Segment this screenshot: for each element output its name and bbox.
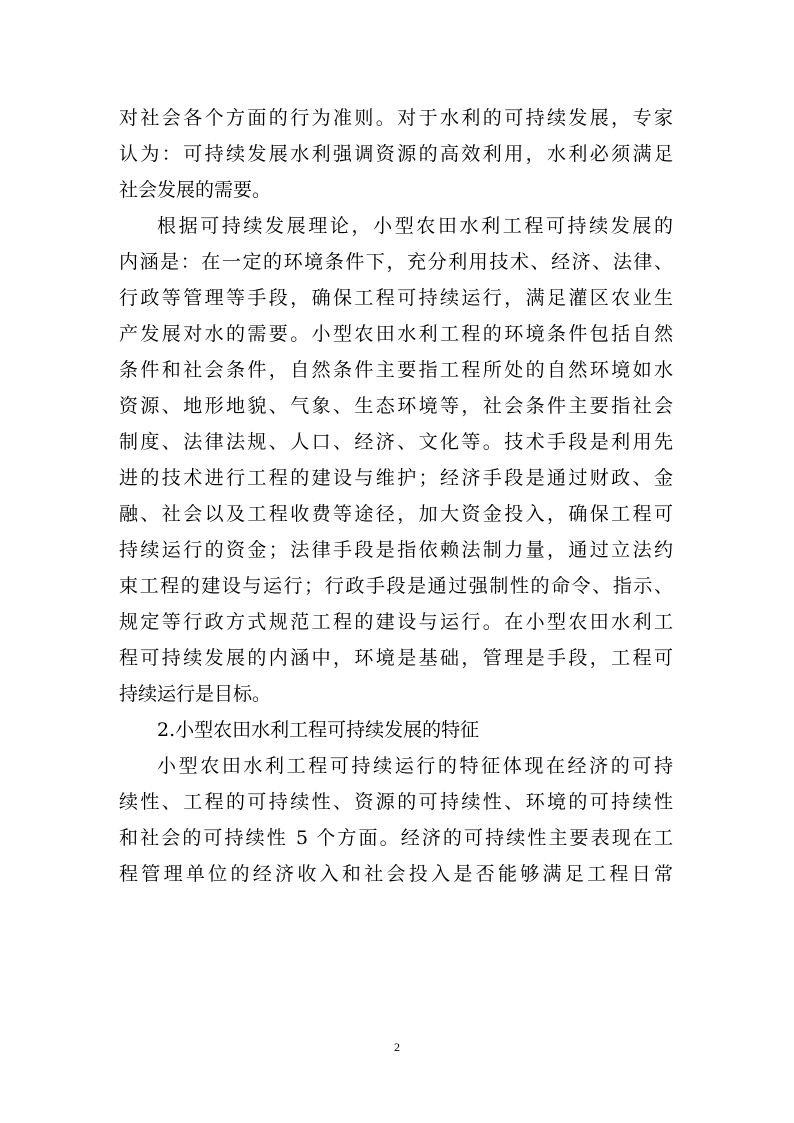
text-line: 产发展对水的需要。小型农田水利工程的环境条件包括自然: [119, 323, 673, 345]
text-line: 束工程的建设与运行；行政手段是通过强制性的命令、指示、: [119, 575, 673, 597]
text-line: 程可持续发展的内涵中，环境是基础，管理是手段，工程可: [119, 647, 673, 669]
text-line: 资源、地形地貌、气象、生态环境等，社会条件主要指社会: [119, 395, 673, 417]
text-line: 融、社会以及工程收费等途径，加大资金投入，确保工程可: [119, 503, 673, 525]
text-line: 根据可持续发展理论，小型农田水利工程可持续发展的: [157, 215, 673, 237]
text-line: 内涵是：在一定的环境条件下，充分利用技术、经济、法律、: [119, 251, 673, 273]
text-line: 社会发展的需要。: [119, 179, 272, 201]
text-line: 对社会各个方面的行为准则。对于水利的可持续发展，专家: [119, 107, 673, 129]
text-line: 制度、法律法规、人口、经济、文化等。技术手段是利用先: [119, 431, 673, 453]
text-line: 持续运行的资金；法律手段是指依赖法制力量，通过立法约: [119, 539, 673, 561]
text-line: 持续运行是目标。: [119, 683, 272, 705]
section-heading: 2.小型农田水利工程可持续发展的特征: [157, 719, 480, 741]
document-body: [119, 100, 673, 892]
text-line: 条件和社会条件，自然条件主要指工程所处的自然环境如水: [119, 359, 673, 381]
text-line: 进的技术进行工程的建设与维护；经济手段是通过财政、金: [119, 467, 673, 489]
text-line: 和社会的可持续性 5 个方面。经济的可持续性主要表现在工: [119, 827, 673, 849]
text-line: 续性、工程的可持续性、资源的可持续性、环境的可持续性: [119, 791, 673, 813]
text-line: 规定等行政方式规范工程的建设与运行。在小型农田水利工: [119, 611, 673, 633]
text-line: 行政等管理等手段，确保工程可持续运行，满足灌区农业生: [119, 287, 673, 309]
page-number: 2: [394, 1040, 400, 1054]
text-line: 小型农田水利工程可持续运行的特征体现在经济的可持: [157, 755, 673, 777]
text-line: 认为：可持续发展水利强调资源的高效利用，水利必须满足: [119, 143, 673, 165]
text-line: 程管理单位的经济收入和社会投入是否能够满足工程日常: [119, 863, 673, 885]
